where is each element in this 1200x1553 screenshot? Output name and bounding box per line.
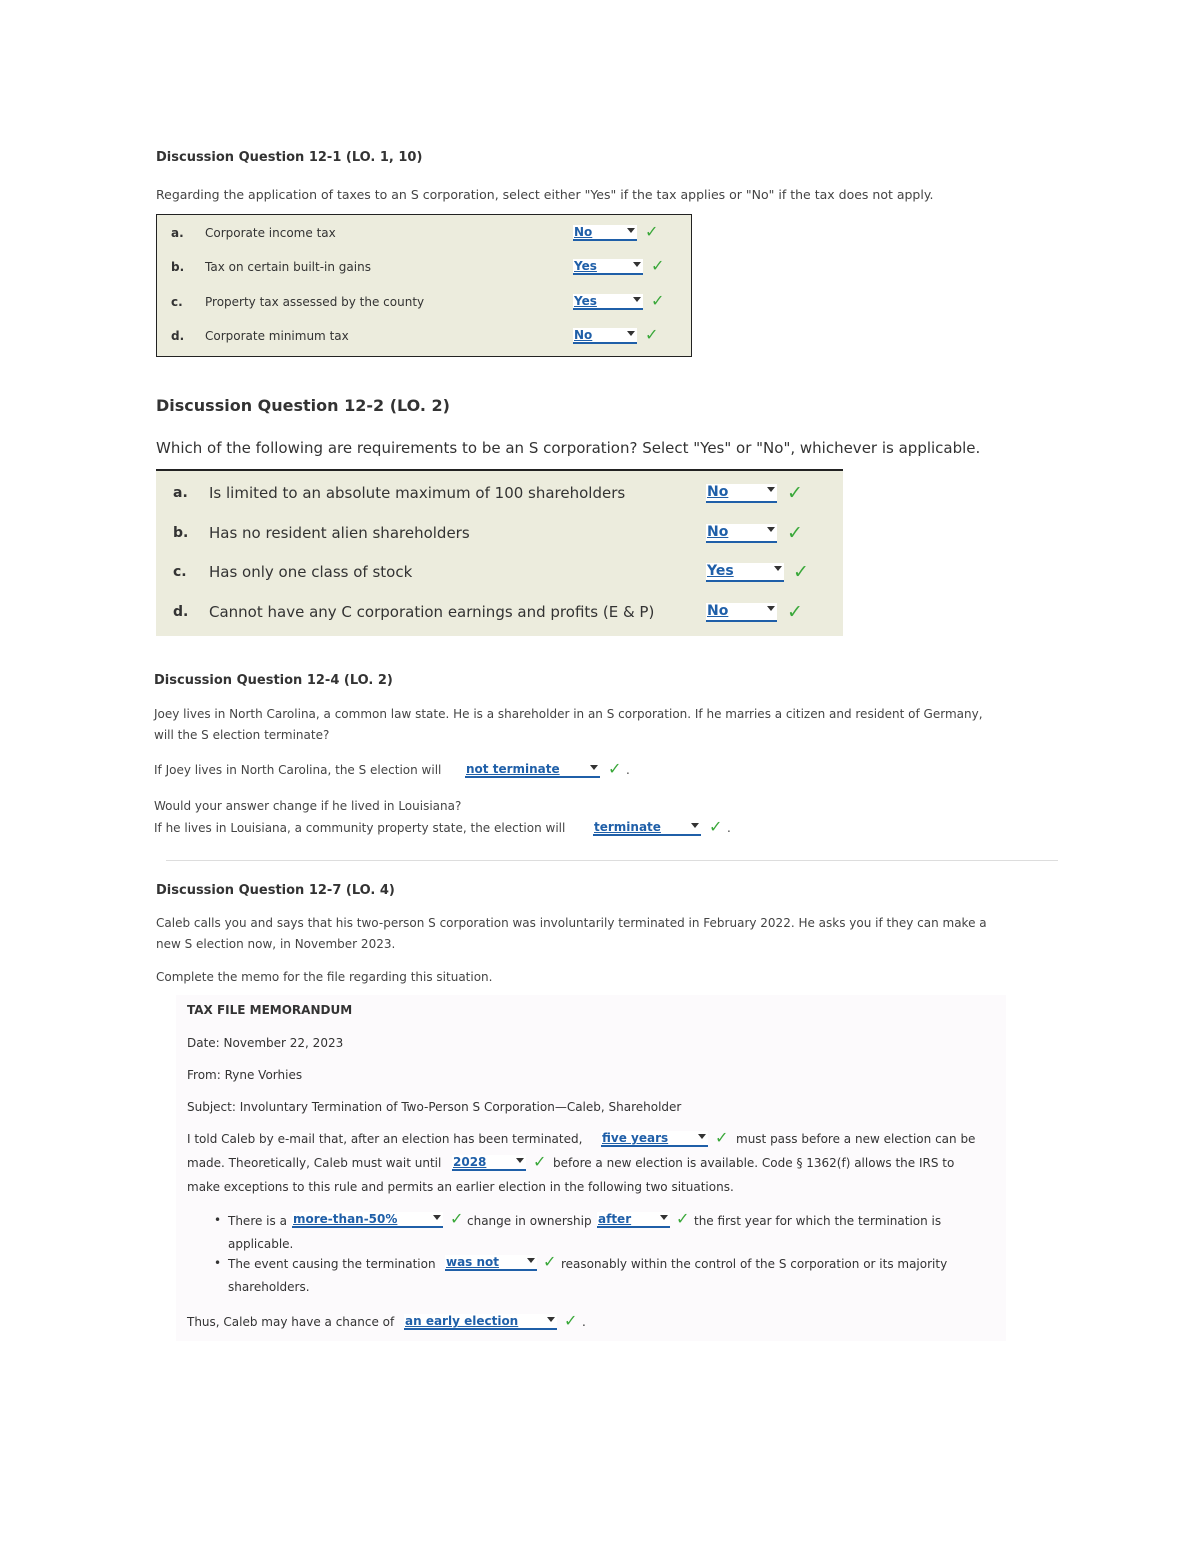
memo-from: From: Ryne Vorhies bbox=[187, 1068, 303, 1082]
q2-row-d bbox=[156, 602, 843, 630]
check-icon: ✓ bbox=[533, 1152, 547, 1171]
row-text: Has only one class of stock bbox=[209, 563, 413, 581]
check-icon: ✓ bbox=[787, 522, 803, 544]
dropdown-arrow-icon bbox=[516, 1158, 524, 1163]
tax-memo bbox=[176, 995, 1006, 1341]
memo-timing-dropdown[interactable]: after bbox=[597, 1212, 670, 1228]
q1-row-b bbox=[157, 258, 691, 292]
divider bbox=[166, 860, 1058, 861]
q1-prompt: Regarding the application of taxes to an S corporation, select either "Yes" if the tax applies or "No" if the tax does not apply. bbox=[156, 187, 934, 202]
q1-table bbox=[156, 214, 692, 357]
memo-p1-text: make exceptions to this rule and permits an earlier election in the following two situations. bbox=[187, 1180, 734, 1194]
answer-dropdown[interactable]: No bbox=[573, 328, 637, 344]
row-letter: c. bbox=[171, 295, 183, 309]
memo-bullet2-text: reasonably within the control of the S corporation or its majority bbox=[561, 1257, 948, 1271]
dropdown-arrow-icon bbox=[660, 1215, 668, 1220]
row-text: Is limited to an absolute maximum of 100 shareholders bbox=[209, 484, 626, 502]
dropdown-arrow-icon bbox=[767, 527, 775, 532]
dropdown-arrow-icon bbox=[767, 487, 775, 492]
row-text: Corporate income tax bbox=[205, 226, 336, 240]
q4-prompt-line2: will the S election terminate? bbox=[154, 728, 330, 742]
row-text: Tax on certain built-in gains bbox=[205, 260, 371, 274]
dropdown-arrow-icon bbox=[698, 1134, 706, 1139]
memo-bullet2-text: shareholders. bbox=[228, 1280, 310, 1294]
check-icon: ✓ bbox=[709, 817, 723, 836]
q2-row-a bbox=[156, 483, 843, 511]
memo-bullet1-text: There is a bbox=[228, 1214, 287, 1228]
q1-row-a bbox=[157, 224, 691, 258]
q7-prompt-line1: Caleb calls you and says that his two-person S corporation was involuntarily terminated in February 2022. He asks you if they can make a bbox=[156, 916, 987, 930]
check-icon: ✓ bbox=[450, 1209, 464, 1228]
memo-subject: Subject: Involuntary Termination of Two-Person S Corporation—Caleb, Shareholder bbox=[187, 1100, 682, 1114]
answer-dropdown[interactable]: Yes bbox=[706, 563, 784, 582]
memo-bullet2-text: The event causing the termination bbox=[228, 1257, 436, 1271]
q1-row-c bbox=[157, 292, 691, 326]
memo-waiting-period-dropdown[interactable]: five years bbox=[601, 1131, 708, 1147]
q2-row-c bbox=[156, 562, 843, 590]
dropdown-arrow-icon bbox=[633, 297, 641, 302]
q7-instruction: Complete the memo for the file regarding this situation. bbox=[156, 970, 493, 984]
row-letter: a. bbox=[173, 485, 188, 501]
period: . bbox=[727, 821, 731, 835]
memo-bullet1-text: change in ownership bbox=[467, 1214, 592, 1228]
period: . bbox=[626, 763, 630, 777]
memo-control-dropdown[interactable]: was not bbox=[445, 1255, 537, 1271]
memo-date: Date: November 22, 2023 bbox=[187, 1036, 344, 1050]
q4-s1-dropdown[interactable]: not terminate bbox=[465, 762, 600, 778]
memo-p1-text: made. Theoretically, Caleb must wait until bbox=[187, 1156, 442, 1170]
row-letter: d. bbox=[171, 329, 185, 343]
dropdown-arrow-icon bbox=[774, 566, 782, 571]
q4-s1-text: If Joey lives in North Carolina, the S election will bbox=[154, 763, 442, 777]
answer-dropdown[interactable]: Yes bbox=[573, 294, 643, 310]
q2-table bbox=[156, 469, 843, 636]
check-icon: ✓ bbox=[787, 482, 803, 504]
row-text: Has no resident alien shareholders bbox=[209, 524, 470, 542]
check-icon: ✓ bbox=[787, 601, 803, 623]
check-icon: ✓ bbox=[564, 1311, 578, 1330]
q1-row-d bbox=[157, 326, 691, 360]
check-icon: ✓ bbox=[645, 222, 659, 241]
answer-dropdown[interactable]: No bbox=[706, 524, 777, 543]
q1-title: Discussion Question 12-1 (LO. 1, 10) bbox=[156, 150, 423, 165]
check-icon: ✓ bbox=[793, 561, 809, 583]
q2-row-b bbox=[156, 523, 843, 551]
memo-bullet1-text: applicable. bbox=[228, 1237, 294, 1251]
dropdown-arrow-icon bbox=[433, 1215, 441, 1220]
answer-dropdown[interactable]: No bbox=[573, 225, 637, 241]
dropdown-arrow-icon bbox=[590, 765, 598, 770]
q4-title: Discussion Question 12-4 (LO. 2) bbox=[154, 673, 393, 688]
check-icon: ✓ bbox=[608, 759, 622, 778]
row-text: Cannot have any C corporation earnings and profits (E & P) bbox=[209, 603, 655, 621]
check-icon: ✓ bbox=[645, 325, 659, 344]
answer-dropdown[interactable]: No bbox=[706, 484, 777, 503]
bullet-icon: • bbox=[214, 1256, 222, 1270]
row-letter: a. bbox=[171, 226, 184, 240]
memo-heading: TAX FILE MEMORANDUM bbox=[187, 1003, 353, 1017]
period: . bbox=[582, 1315, 586, 1329]
answer-dropdown[interactable]: Yes bbox=[573, 259, 643, 275]
q2-title: Discussion Question 12-2 (LO. 2) bbox=[156, 396, 450, 415]
dropdown-arrow-icon bbox=[527, 1258, 535, 1263]
check-icon: ✓ bbox=[651, 291, 665, 310]
q4-s2-text: If he lives in Louisiana, a community property state, the election will bbox=[154, 821, 566, 835]
dropdown-arrow-icon bbox=[547, 1317, 555, 1322]
row-text: Property tax assessed by the county bbox=[205, 295, 425, 309]
row-text: Corporate minimum tax bbox=[205, 329, 349, 343]
check-icon: ✓ bbox=[543, 1252, 557, 1271]
dropdown-arrow-icon bbox=[633, 262, 641, 267]
q2-prompt: Which of the following are requirements to be an S corporation? Select "Yes" or "No", whichever is applicable. bbox=[156, 439, 981, 457]
row-letter: b. bbox=[171, 260, 185, 274]
memo-outcome-dropdown[interactable]: an early election bbox=[404, 1314, 557, 1330]
memo-year-dropdown[interactable]: 2028 bbox=[452, 1155, 526, 1171]
memo-p1-text: must pass before a new election can be bbox=[736, 1132, 976, 1146]
memo-final-text: Thus, Caleb may have a chance of bbox=[187, 1315, 395, 1329]
dropdown-arrow-icon bbox=[691, 823, 699, 828]
memo-p1-text: I told Caleb by e-mail that, after an election has been terminated, bbox=[187, 1132, 583, 1146]
q4-prompt-line1: Joey lives in North Carolina, a common law state. He is a shareholder in an S corporation. If he marries a citizen and resident of Germany, bbox=[154, 707, 983, 721]
row-letter: b. bbox=[173, 525, 189, 541]
row-letter: c. bbox=[173, 564, 187, 580]
memo-ownership-change-dropdown[interactable]: more-than-50% bbox=[292, 1212, 443, 1228]
check-icon: ✓ bbox=[651, 256, 665, 275]
dropdown-arrow-icon bbox=[627, 228, 635, 233]
q7-title: Discussion Question 12-7 (LO. 4) bbox=[156, 883, 395, 898]
q4-s2-dropdown[interactable]: terminate bbox=[593, 820, 701, 836]
q4-s2-question: Would your answer change if he lived in Louisiana? bbox=[154, 799, 462, 813]
dropdown-arrow-icon bbox=[767, 606, 775, 611]
memo-bullet1-text: the first year for which the termination is bbox=[694, 1214, 942, 1228]
row-letter: d. bbox=[173, 604, 189, 620]
check-icon: ✓ bbox=[715, 1128, 729, 1147]
q7-prompt-line2: new S election now, in November 2023. bbox=[156, 937, 396, 951]
dropdown-arrow-icon bbox=[627, 331, 635, 336]
answer-dropdown[interactable]: No bbox=[706, 603, 777, 622]
memo-p1-text: before a new election is available. Code § 1362(f) allows the IRS to bbox=[553, 1156, 955, 1170]
check-icon: ✓ bbox=[676, 1209, 690, 1228]
bullet-icon: • bbox=[214, 1213, 222, 1227]
